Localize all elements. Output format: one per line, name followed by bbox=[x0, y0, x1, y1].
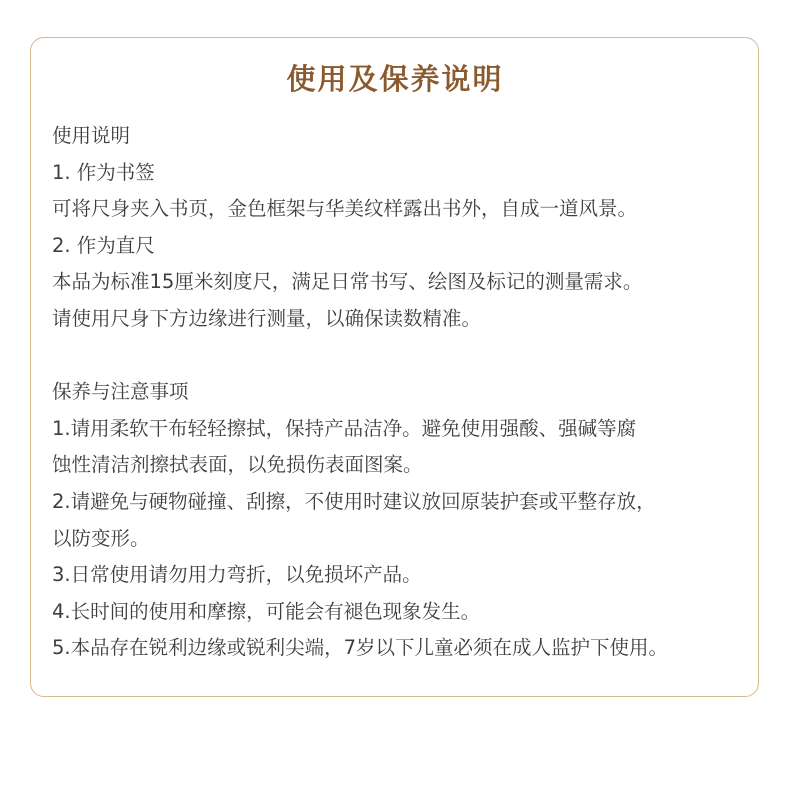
care-item-2-line-2: 以防变形。 bbox=[52, 526, 150, 550]
care-item-1-line-2: 蚀性清洁剂擦拭表面，以免损伤表面图案。 bbox=[52, 453, 423, 477]
instructions-body bbox=[52, 118, 752, 667]
usage-item-2-text-line-2: 请使用尺身下方边缘进行测量，以确保读数精准。 bbox=[52, 306, 482, 330]
care-item-5: 5.本品存在锐利边缘或锐利尖端，7岁以下儿童必须在成人监护下使用。 bbox=[52, 636, 669, 660]
usage-item-2-text-line-1: 本品为标准15厘米刻度尺，满足日常书写、绘图及标记的测量需求。 bbox=[52, 270, 643, 294]
care-item-3: 3.日常使用请勿用力弯折，以免损坏产品。 bbox=[52, 563, 422, 587]
usage-item-1-text: 可将尺身夹入书页，金色框架与华美纹样露出书外，自成一道风景。 bbox=[52, 197, 638, 221]
page-title: 使用及保养说明 bbox=[286, 62, 504, 96]
care-item-2-line-1: 2.请避免与硬物碰撞、刮擦，不使用时建议放回原装护套或平整存放， bbox=[52, 489, 656, 513]
care-item-4: 4.长时间的使用和摩擦，可能会有褪色现象发生。 bbox=[52, 599, 481, 623]
usage-item-1-title: 1. 作为书签 bbox=[52, 160, 155, 184]
usage-heading: 使用说明 bbox=[52, 124, 131, 147]
care-item-1-line-1: 1.请用柔软干布轻轻擦拭，保持产品洁净。避免使用强酸、强碱等腐 bbox=[52, 416, 637, 440]
usage-item-2-title: 2. 作为直尺 bbox=[52, 233, 155, 257]
care-heading: 保养与注意事项 bbox=[52, 380, 189, 404]
section-spacer bbox=[52, 338, 752, 375]
